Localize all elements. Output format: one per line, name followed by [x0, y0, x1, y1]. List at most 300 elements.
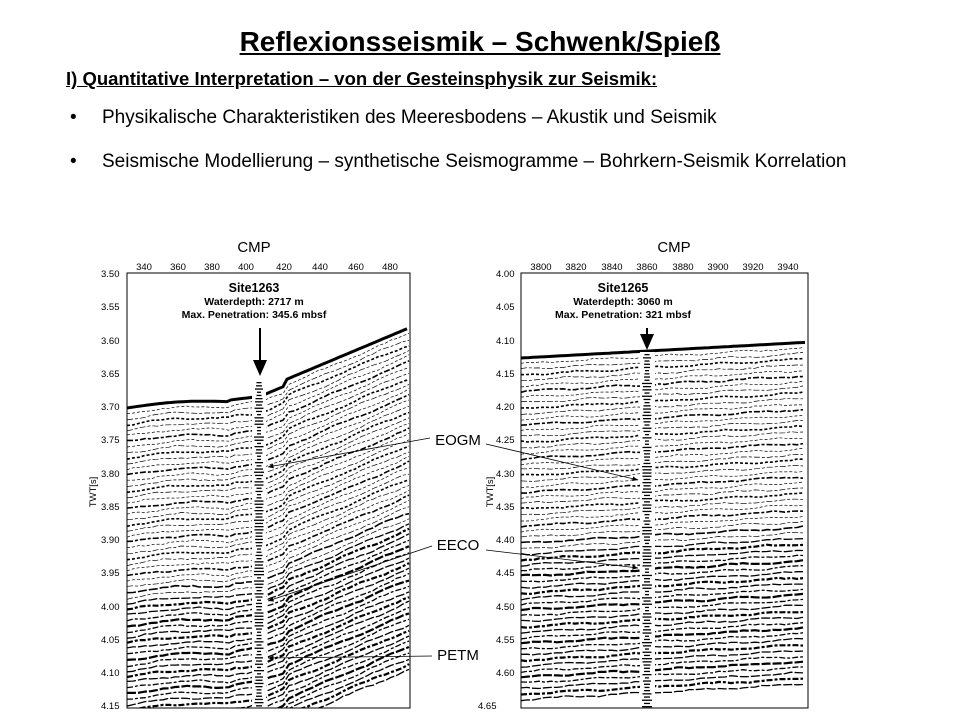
reflector-line — [127, 452, 409, 532]
site-arrow — [640, 328, 654, 350]
reflector-line — [521, 532, 803, 548]
twt-tick: 3.75 — [101, 435, 120, 446]
borehole-log-mark — [642, 642, 652, 643]
borehole-log-mark — [645, 524, 650, 525]
eeco-pointer-right — [486, 550, 638, 568]
cmp-tick: 3820 — [565, 262, 587, 273]
borehole-log-mark — [645, 424, 650, 425]
borehole-log-mark — [257, 443, 261, 444]
cmp-tick: 480 — [382, 262, 398, 273]
twt-tick: 3.85 — [101, 502, 120, 513]
twt-tick: 4.10 — [101, 668, 120, 679]
waterdepth-label: Waterdepth: 3060 m — [573, 296, 673, 308]
borehole-log-mark — [643, 629, 651, 630]
borehole-log-mark — [257, 494, 261, 495]
borehole-log-mark — [644, 578, 650, 579]
reflector-line — [127, 351, 409, 431]
twt-axis-label: TWT[s] — [88, 476, 99, 508]
bullet-dot: • — [70, 151, 77, 172]
borehole-log-mark — [254, 520, 264, 521]
borehole-log-mark — [645, 687, 650, 688]
borehole-log-mark — [643, 511, 652, 512]
reflector-line — [127, 355, 409, 435]
penetration-label: Max. Penetration: 321 mbsf — [555, 309, 691, 321]
borehole-log-mark — [255, 625, 264, 626]
twt-tick: 4.60 — [496, 668, 515, 679]
borehole-log-mark — [645, 636, 649, 637]
borehole-log-mark — [255, 468, 263, 469]
borehole-log-mark — [644, 450, 651, 451]
borehole-log-mark — [256, 507, 263, 508]
borehole-log-mark — [642, 658, 652, 659]
borehole-log-mark — [643, 632, 652, 633]
borehole-log-mark — [642, 498, 652, 499]
borehole-log-mark — [642, 492, 652, 493]
borehole-log-mark — [257, 673, 261, 674]
borehole-log-mark — [644, 639, 650, 640]
borehole-log-mark — [255, 481, 264, 482]
cmp-axis-label: CMP — [657, 239, 691, 256]
borehole-log-mark — [645, 594, 649, 595]
section-subtitle: I) Quantitative Interpretation – von der Gesteinsphysik zur Seismik: — [66, 68, 658, 89]
borehole-log-mark — [644, 690, 650, 691]
borehole-log-mark — [643, 556, 652, 557]
borehole-log-mark — [256, 404, 262, 405]
borehole-log-mark — [643, 472, 652, 473]
borehole-log-mark — [255, 539, 263, 540]
borehole-log-mark — [257, 548, 261, 549]
twt-tick: 4.35 — [496, 502, 515, 513]
borehole-log-mark — [256, 680, 263, 681]
borehole-log-mark — [256, 516, 263, 517]
borehole-log-mark — [257, 478, 262, 479]
borehole-log-mark — [256, 555, 263, 556]
borehole-log-mark — [645, 444, 649, 445]
borehole-log-mark — [257, 427, 261, 428]
twt-tick: 4.25 — [496, 435, 515, 446]
twt-tick: 4.30 — [496, 469, 515, 480]
borehole-log-mark — [644, 600, 651, 601]
twt-tick: 4.65 — [478, 701, 497, 712]
borehole-log-mark — [257, 558, 262, 559]
borehole-log-mark — [257, 392, 261, 393]
borehole-log-mark — [643, 476, 652, 477]
twt-tick: 4.20 — [496, 402, 515, 413]
reflector-line — [127, 534, 409, 614]
borehole-log-mark — [643, 415, 652, 416]
borehole-log-mark — [643, 588, 652, 589]
bullet-text: Seismische Modellierung – synthetische Seismogramme – Bohrkern-Seismik Korrelation — [102, 151, 847, 172]
cmp-tick: 3800 — [530, 262, 552, 273]
borehole-log-mark — [255, 475, 263, 476]
cmp-tick: 3900 — [707, 262, 729, 273]
borehole-log-mark — [257, 459, 261, 460]
borehole-log-mark — [256, 545, 262, 546]
borehole-log-mark — [644, 421, 651, 422]
borehole-log-mark — [644, 655, 650, 656]
borehole-log-mark — [644, 620, 650, 621]
borehole-log-mark — [256, 686, 263, 687]
penetration-label: Max. Penetration: 345.6 mbsf — [181, 309, 327, 321]
borehole-log-mark — [256, 696, 262, 697]
borehole-log-mark — [255, 564, 263, 565]
seismic-panel-right — [478, 239, 808, 712]
reflector-line — [521, 566, 803, 582]
borehole-log-mark — [257, 497, 262, 498]
borehole-log-mark — [645, 607, 649, 608]
borehole-log-mark — [645, 514, 650, 515]
borehole-log-mark — [256, 596, 263, 597]
twt-tick: 4.10 — [496, 336, 515, 347]
borehole-log-mark — [642, 396, 652, 397]
borehole-log-mark — [257, 433, 261, 434]
borehole-log-mark — [255, 420, 263, 421]
borehole-log-mark — [645, 370, 649, 371]
borehole-log-mark — [643, 623, 652, 624]
seismic-figure — [0, 230, 960, 720]
borehole-log-mark — [255, 484, 264, 485]
borehole-log-mark — [643, 562, 651, 563]
borehole-log-mark — [255, 446, 264, 447]
twt-tick: 3.70 — [101, 402, 120, 413]
borehole-log-mark — [644, 684, 650, 685]
borehole-log-mark — [256, 628, 262, 629]
twt-tick: 4.15 — [101, 701, 120, 712]
borehole-log-mark — [257, 609, 262, 610]
reflector-line — [521, 617, 803, 633]
twt-tick: 4.00 — [496, 269, 515, 280]
borehole-log-mark — [644, 485, 651, 486]
borehole-log-mark — [643, 482, 652, 483]
borehole-log-mark — [643, 389, 652, 390]
cmp-tick: 340 — [136, 262, 152, 273]
borehole-log-mark — [643, 661, 652, 662]
cmp-tick: 3920 — [742, 262, 764, 273]
cmp-tick: 440 — [312, 262, 328, 273]
reflector-line — [127, 631, 409, 711]
site-label: Site1263 — [228, 281, 280, 295]
borehole-log-mark — [645, 402, 650, 403]
borehole-log-mark — [643, 565, 652, 566]
borehole-log-mark — [257, 638, 262, 639]
borehole-log-mark — [255, 676, 263, 677]
reflector-line — [127, 367, 409, 447]
borehole-log-mark — [644, 581, 650, 582]
reflector-line — [521, 545, 803, 561]
borehole-log-mark — [644, 376, 650, 377]
borehole-log-mark — [643, 357, 651, 358]
borehole-log-mark — [644, 412, 651, 413]
reflector-line — [521, 651, 803, 667]
borehole-log-mark — [255, 612, 264, 613]
borehole-log-mark — [255, 593, 264, 594]
twt-tick: 4.00 — [101, 602, 120, 613]
cmp-tick: 3860 — [636, 262, 658, 273]
seafloor-reflector — [521, 342, 805, 358]
borehole-log-mark — [645, 434, 649, 435]
twt-tick: 4.15 — [496, 369, 515, 380]
borehole-log-mark — [645, 360, 650, 361]
borehole-log-mark — [644, 463, 651, 464]
reflector-line — [521, 493, 803, 509]
borehole-log-mark — [256, 705, 262, 706]
borehole-log-mark — [644, 479, 651, 480]
borehole-log-mark — [257, 382, 262, 383]
borehole-log-mark — [643, 437, 652, 438]
borehole-log-mark — [255, 561, 264, 562]
borehole-log-mark — [642, 527, 652, 528]
borehole-log-mark — [256, 452, 263, 453]
reflector-line — [521, 550, 803, 566]
borehole-log-mark — [256, 532, 263, 533]
twt-tick: 4.55 — [496, 635, 515, 646]
borehole-log-mark — [645, 373, 650, 374]
reflector-line — [127, 468, 409, 548]
borehole-log-mark — [643, 674, 652, 675]
borehole-log-mark — [255, 401, 263, 402]
borehole-log-mark — [255, 664, 263, 665]
borehole-log-mark — [255, 568, 264, 569]
borehole-log-mark — [255, 500, 264, 501]
borehole-log-mark — [255, 529, 264, 530]
cmp-tick-labels — [136, 262, 398, 273]
borehole-log-mark — [255, 424, 264, 425]
borehole-log-mark — [642, 533, 652, 534]
borehole-log-mark — [256, 603, 262, 604]
borehole-log-mark — [255, 408, 264, 409]
borehole-log-mark — [256, 411, 262, 412]
borehole-log-mark — [645, 626, 650, 627]
cmp-tick: 3840 — [601, 262, 623, 273]
borehole-log-mark — [255, 699, 263, 700]
seismic-section-left — [127, 329, 409, 720]
borehole-log-mark — [644, 431, 651, 432]
borehole-log-mark — [257, 632, 261, 633]
borehole-log-mark — [642, 584, 652, 585]
borehole-log-mark — [255, 702, 264, 703]
borehole-log-mark — [644, 367, 650, 368]
reflector-line — [521, 526, 803, 542]
borehole-log-mark — [645, 591, 649, 592]
borehole-log-mark — [643, 559, 651, 560]
reflector-line — [521, 555, 803, 570]
borehole-log-mark — [645, 572, 649, 573]
reflector-line — [521, 539, 803, 555]
borehole-log-mark — [645, 440, 649, 441]
cmp-tick: 460 — [348, 262, 364, 273]
panel-frame — [521, 273, 808, 708]
borehole-log-mark — [643, 613, 651, 614]
seismic-reflectors — [521, 348, 803, 701]
borehole-log-mark — [643, 504, 652, 505]
borehole-log-mark — [254, 574, 264, 575]
twt-tick: 3.60 — [101, 336, 120, 347]
borehole-log-mark — [255, 523, 263, 524]
borehole-log-mark — [644, 364, 650, 365]
borehole-log-mark — [257, 667, 261, 668]
borehole-log-mark — [256, 449, 262, 450]
slide-title: Reflexionsseismik – Schwenk/Spieß — [239, 26, 721, 57]
borehole-log-mark — [643, 616, 652, 617]
borehole-log-mark — [256, 513, 263, 514]
borehole-log-mark — [644, 456, 650, 457]
borehole-log-mark — [254, 580, 264, 581]
borehole-log-mark — [255, 417, 264, 418]
borehole-log-mark — [645, 517, 649, 518]
borehole-log-mark — [256, 587, 263, 588]
cmp-tick: 420 — [276, 262, 292, 273]
borehole-log-mark — [643, 447, 652, 448]
borehole-log-mark — [643, 546, 652, 547]
borehole-log-mark — [255, 622, 263, 623]
borehole-log-mark — [257, 456, 261, 457]
reflector-line — [127, 395, 409, 475]
reflector-line — [127, 346, 409, 426]
borehole-log-mark — [257, 635, 262, 636]
panel-frame — [127, 273, 410, 708]
twt-tick: 3.95 — [101, 568, 120, 579]
borehole-log-mark — [254, 670, 264, 671]
waterdepth-label: Waterdepth: 2717 m — [204, 296, 304, 308]
borehole-log-mark — [254, 436, 264, 437]
borehole-log-mark — [256, 385, 262, 386]
borehole-log-mark — [643, 428, 652, 429]
borehole-log-mark — [643, 693, 652, 694]
borehole-log-mark — [255, 616, 264, 617]
cmp-tick: 400 — [238, 262, 254, 273]
borehole-log-mark — [642, 466, 652, 467]
borehole-log-mark — [255, 504, 264, 505]
borehole-log-mark — [643, 680, 651, 681]
twt-tick-labels — [101, 269, 120, 712]
borehole-log-mark — [643, 418, 651, 419]
borehole-log-mark — [643, 652, 652, 653]
cmp-tick: 3880 — [672, 262, 694, 273]
site-label: Site1265 — [597, 281, 649, 295]
borehole-log-mark — [644, 520, 651, 521]
borehole-log-mark — [644, 501, 650, 502]
twt-tick: 3.80 — [101, 469, 120, 480]
reflector-line — [127, 406, 409, 486]
borehole-log-mark — [257, 488, 262, 489]
borehole-log-mark — [645, 392, 650, 393]
borehole-log-mark — [644, 540, 650, 541]
borehole-log-mark — [257, 644, 262, 645]
borehole-log-mark — [642, 604, 652, 605]
borehole-log-mark — [257, 414, 261, 415]
borehole-log-mark — [644, 664, 651, 665]
reflector-line — [127, 384, 409, 464]
borehole-log-mark — [642, 700, 652, 701]
reflector-line — [521, 459, 803, 475]
horizon-label-eogm: EOGM — [435, 432, 481, 449]
site-arrow — [253, 328, 267, 376]
borehole-log-mark — [257, 465, 262, 466]
borehole-log-mark — [642, 383, 652, 384]
borehole-log-mark — [255, 619, 264, 620]
borehole-log-mark — [644, 696, 650, 697]
cmp-axis-label: CMP — [237, 239, 271, 256]
borehole-log-mark — [256, 398, 263, 399]
twt-tick: 4.05 — [101, 635, 120, 646]
seismic-panel-left — [88, 239, 410, 720]
twt-axis-label: TWT[s] — [485, 476, 496, 508]
borehole-log-mark — [256, 606, 262, 607]
reflector-line — [127, 660, 409, 720]
borehole-log-mark — [254, 571, 264, 572]
borehole-log-mark — [256, 660, 262, 661]
borehole-log-mark — [643, 386, 651, 387]
borehole-log-mark — [255, 584, 264, 585]
twt-tick: 3.50 — [101, 269, 120, 280]
borehole-log-mark — [645, 543, 649, 544]
reflector-line — [521, 672, 803, 688]
borehole-log-mark — [642, 597, 652, 598]
borehole-log-mark — [642, 575, 652, 576]
reflector-line — [127, 433, 409, 514]
twt-tick: 4.50 — [496, 602, 515, 613]
borehole-log-mark — [257, 430, 261, 431]
reflector-line — [127, 428, 409, 508]
borehole-log-mark — [645, 380, 650, 381]
borehole-log-mark — [257, 692, 262, 693]
borehole-log-mark — [257, 395, 262, 396]
cmp-tick: 3940 — [777, 262, 799, 273]
twt-tick: 4.45 — [496, 568, 515, 579]
borehole-log-mark — [256, 542, 263, 543]
reflector-line — [521, 657, 803, 673]
bullet-dot: • — [70, 107, 77, 128]
borehole-log-mark — [643, 508, 651, 509]
borehole-log-mark — [256, 491, 263, 492]
reflector-line — [127, 423, 409, 503]
borehole-log-mark — [255, 648, 264, 649]
reflector-line — [127, 400, 409, 480]
cmp-tick-labels — [530, 262, 798, 273]
borehole-log-mark — [255, 526, 264, 527]
borehole-log-mark — [257, 590, 262, 591]
borehole-log-mark — [644, 668, 650, 669]
twt-tick: 3.90 — [101, 535, 120, 546]
borehole-log-mark — [643, 645, 651, 646]
horizon-label-petm: PETM — [437, 647, 479, 664]
borehole-log-mark — [256, 536, 263, 537]
borehole-log-mark — [645, 648, 649, 649]
borehole-log-mark — [644, 453, 650, 454]
reflector-line — [127, 374, 409, 453]
reflector-line — [521, 623, 803, 639]
borehole-log-mark — [645, 460, 650, 461]
reflector-line — [521, 685, 803, 701]
reflector-line — [521, 560, 803, 575]
borehole-log-mark — [645, 354, 650, 355]
borehole-log-mark — [257, 552, 262, 553]
twt-tick: 4.40 — [496, 535, 515, 546]
reflector-line — [127, 440, 409, 520]
borehole-log-mark — [257, 651, 261, 652]
borehole-log-mark — [644, 536, 650, 537]
twt-tick: 3.55 — [101, 302, 120, 313]
borehole-log-mark — [645, 568, 649, 569]
cmp-tick: 380 — [204, 262, 220, 273]
borehole-log-mark — [255, 683, 264, 684]
borehole-log-mark — [257, 689, 262, 690]
bullet-text: Physikalische Charakteristiken des Meeresbodens – Akustik und Seismik — [102, 107, 717, 128]
reflector-line — [521, 584, 803, 600]
seismic-reflectors — [127, 333, 409, 720]
borehole-log-mark — [643, 488, 651, 489]
twt-tick: 3.65 — [101, 369, 120, 380]
